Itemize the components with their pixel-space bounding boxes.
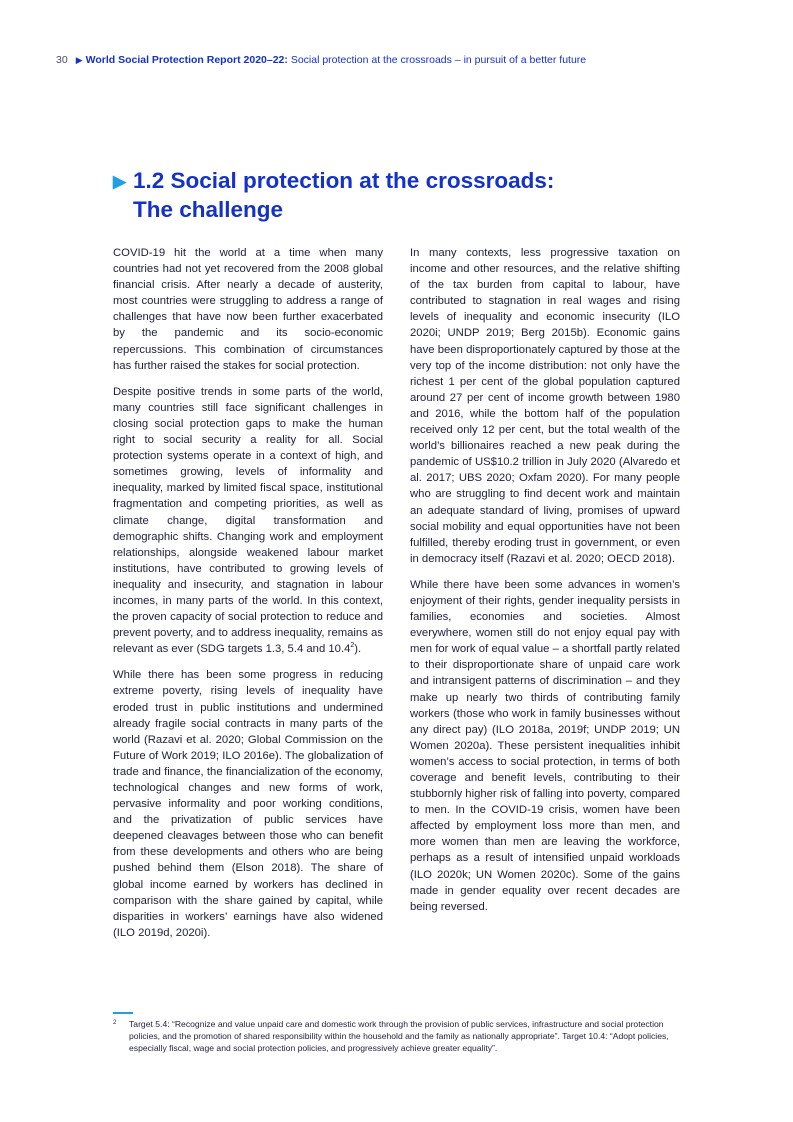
paragraph bbox=[113, 384, 383, 658]
section-title bbox=[113, 166, 593, 224]
report-title: World Social Protection Report 2020–22: bbox=[85, 54, 288, 66]
section-title-line-2: The challenge bbox=[133, 197, 284, 222]
footnote bbox=[113, 1019, 683, 1054]
paragraph: While there has been some progress in reducing extreme poverty, rising levels of inequality have eroded trust in public institutions and undermined already fragile social contracts in many parts of the world (Razavi et al. 2020; Global Commission on the Future of Work 2019; ILO 2016e). The globalization of trade and finance, the financialization of the economy, technological changes and new forms of work, pervasive informality and poor working conditions, and the privatization of public services have deepened cleavages between those who can benefit from these developments and others who are being pushed behind them (Elson 2018). The share of global income earned by workers has declined in comparison with the share gained by capital, while disparities in workers’ earnings have also widened (ILO 2019d, 2020i). bbox=[113, 669, 383, 939]
footnote-mark: 2 bbox=[113, 1020, 117, 1026]
paragraph: COVID-19 hit the world at a time when many countries had not yet recovered from the 2008 global financial crisis. After nearly a decade of austerity, most countries were struggling to address a range of challenges that have now been further exacerbated by the pandemic and its socio-economic repercussions. This combination of circumstances has further raised the stakes for social protection. bbox=[113, 247, 383, 372]
running-header bbox=[56, 53, 756, 67]
footnote-divider bbox=[113, 1012, 133, 1014]
page-number: 30 bbox=[56, 54, 68, 66]
paragraph-text: Despite positive trends in some parts of the world, many countries still face significant challenges in closing social protection gaps to make the human right to social security a reality for all. Social protection systems operate in a context of high, and sometimes growing, levels of informality and inequality, marked by limited fiscal space, institutional fragmentation and competing priorities, as well as climate change, digital transformation and demographic shifts. Changing work and employment relationships, alongside weakened labour market institutions, have contributed to growing levels of inequality and insecurity, and stagnation in labour incomes, in many parts of the world. In this context, the proven capacity of social protection to reduce and prevent poverty, and to address inequality, remains as relevant as ever (SDG targets 1.3, 5.4 and 10.4 bbox=[113, 385, 383, 656]
play-triangle-icon: ▶ bbox=[75, 55, 83, 65]
section-title-line-1: 1.2 Social protection at the crossroads: bbox=[133, 168, 555, 193]
footnote-reference[interactable]: 2 bbox=[350, 642, 355, 650]
paragraph: While there have been some advances in women’s enjoyment of their rights, gender inequality persists in families, economies and societies. Almost everywhere, women still do not enjoy equal pay with men for work of equal value – a shortfall partly related to their disproportionate share of unpaid care work and intransigent patterns of discrimination – and they make up nearly two thirds of contributing family workers (those who work in family businesses without any direct pay) (ILO 2018a, 2019f; UNDP 2019; UN Women 2020a). These persistent inequalities inhibit women’s access to social protection, in terms of both coverage and benefit levels, contributing to their stubbornly higher risk of falling into poverty, compared to men. In the COVID-19 crisis, women have been affected by employment loss more than men, and more women than men are leaving the workforce, perhaps as a result of intensified unpaid workloads (ILO 2020k; UN Women 2020c). Some of the gains made in gender equality over recent decades are being reversed. bbox=[410, 578, 680, 913]
right-column bbox=[410, 245, 680, 925]
report-subtitle: Social protection at the crossroads – in pursuit of a better future bbox=[290, 54, 587, 66]
paragraph-text-end: ). bbox=[354, 643, 362, 656]
play-triangle-icon: ▶ bbox=[113, 172, 127, 191]
paragraph: In many contexts, less progressive taxation on income and other resources, and the relative shifting of the tax burden from capital to labour, have contributed to stagnation in real wages and rising levels of inequality and economic insecurity (ILO 2020i; UNDP 2019; Berg 2015b). Economic gains have been disproportionately captured by those at the very top of the income distribution: not only have the richest 1 per cent of the global population captured around 27 per cent of income growth between 1980 and 2016, while the bottom half of the population received only 12 per cent, but the total wealth of the world’s billionaires reached a new peak during the pandemic of US$10.2 trillion in July 2020 (Alvaredo et al. 2017; UBS 2020; Oxfam 2020). For many people who are struggling to find decent work and maintain an adequate standard of living, promises of upward social mobility and equal opportunities have not been fulfilled, thereby eroding trust in government, or even in democracy itself (Razavi et al. 2020; OECD 2018). bbox=[410, 247, 680, 565]
left-column bbox=[113, 245, 383, 951]
footnote-text: Target 5.4: “Recognize and value unpaid care and domestic work through the provision of public services, infrastructure and social protection policies, and the promotion of shared responsibility within the household and the family as nationally appropriate”. Target 10.4: “Adopt policies, especially fiscal, wage and social protection policies, and progressively achieve greater equality”. bbox=[129, 1019, 669, 1053]
